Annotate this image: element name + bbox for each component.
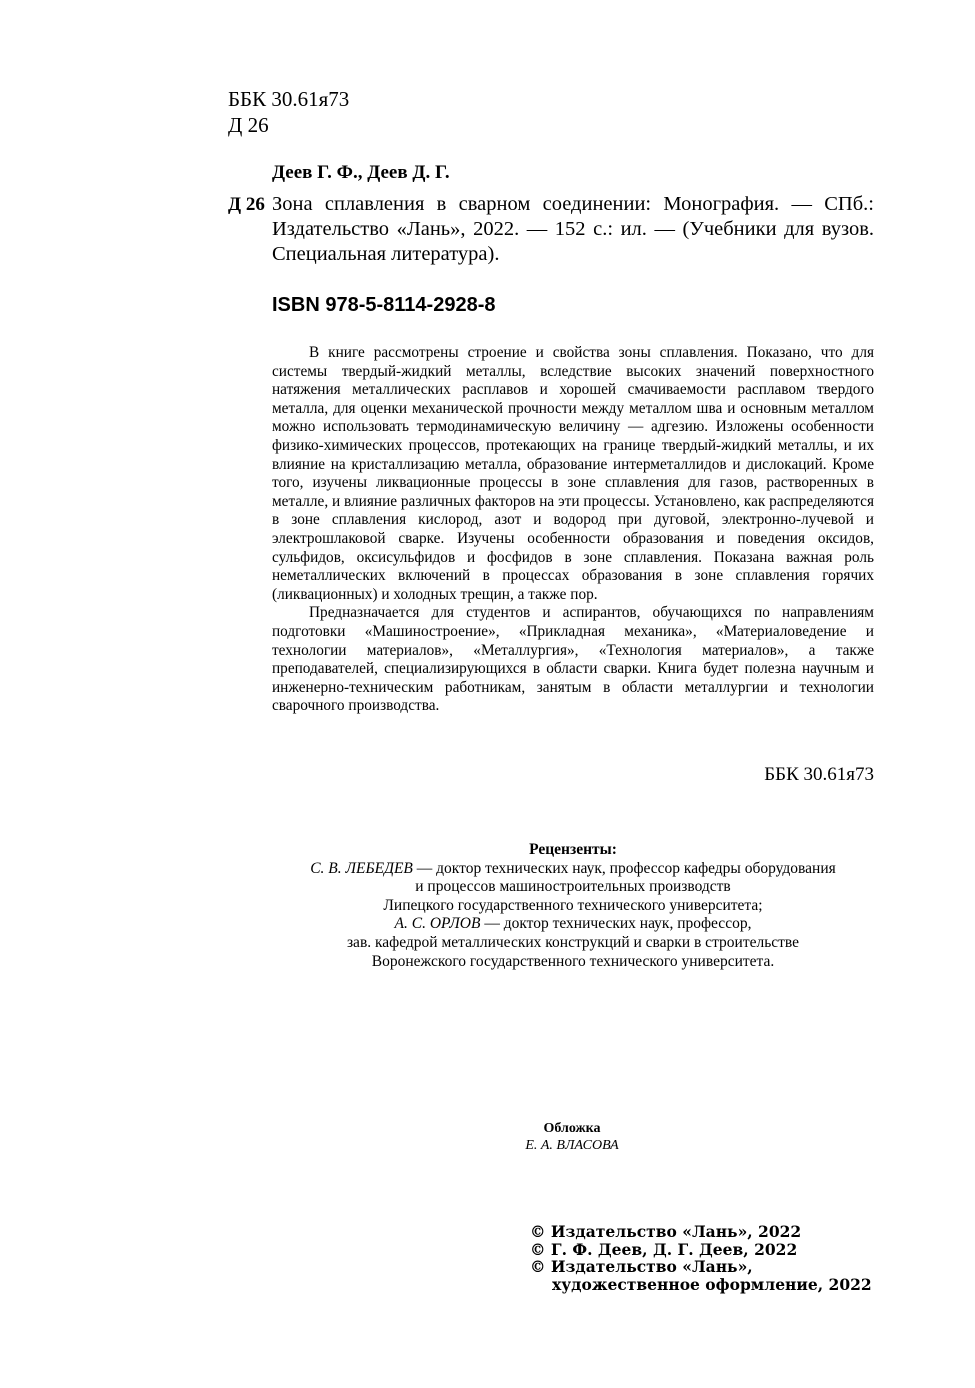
cover-designer: Е. А. ВЛАСОВА [525,1138,619,1153]
authors: Деев Г. Ф., Деев Д. Г. [272,162,450,183]
bbk-index-bottom: ББК 30.61я73 [764,764,874,785]
reviewer-1 [272,860,874,879]
bbk-code: ББК 30.61я73 [228,87,350,111]
isbn: ISBN 978-5-8114-2928-8 [272,294,496,316]
reviewer-2-title: — доктор технических наук, профессор, [480,915,752,933]
abstract-paragraph: Предназначается для студентов и аспирантов, обучающихся по направлениям подготовки «Машиностроение», «Прикладная механика», «Материаловедение и технологии материалов», «Металлургия», «Технология материалов», а также преподавателей, специализирующихся в области сварки. Книга будет полезна научным и инженерно-техническим работникам, занятым в области металлургии и технологии сварочного производства. [272,604,874,715]
copyright-line: художественное оформление, 2022 [552,1274,872,1294]
copyright-line: © Г. Ф. Деев, Д. Г. Деев, 2022 [530,1239,798,1259]
bbk-index-top [228,86,349,138]
copyright-block [530,1223,872,1293]
abstract-paragraph: В книге рассмотрены строение и свойства зоны сплавления. Показано, что для системы твердый-жидкий металлы, вследствие высоких значений поверхностного натяжения металлических расплавов и хорошей смачиваемости расплавом твердого металла, для оценки механической прочности между металлом шва и основным металлом можно использовать термодинамическую величину — адгезию. Изложены особенности физико-химических процессов, протекающих на границе твердый-жидкий металлы, и их влияние на кристаллизацию металла, образование интерметаллидов и дислокаций. Кроме того, изучены ликвационные процессы в зоне сплавления для газов, растворенных в металле, и влияние различных факторов на эти процессы. Установлено, как распределяются в зоне сплавления кислород, азот и водород при дуговой, электронно-лучевой и электрошлаковой сварке. Изучены особенности образования и поведения оксидов, сульфидов, оксисульфидов и фосфидов в зоне сплавления. Показана важная роль неметаллических включений в процессах образования в зоне сплавления горячих (ликвационных) и холодных трещин, а также пор. [272,344,874,603]
reviewers [272,841,874,971]
bibliographic-description: Зона сплавления в сварном соединении: Монография. — СПб.: Издательство «Лань», 2022. — 152 с.: ил. — (Учебники для вузов. Специальная литература). [272,193,874,265]
reviewers-heading: Рецензенты: [529,841,617,858]
copyright-line: © Издательство «Лань», [530,1257,753,1277]
author-mark: Д 26 [228,113,269,137]
reviewer-2 [272,915,874,934]
reviewer-1-name: С. В. ЛЕБЕДЕВ [310,859,413,877]
reviewer-2-line: зав. кафедрой металлических конструкций и сварки в строительстве [346,933,800,951]
cover-heading: Обложка [543,1121,601,1136]
copyright-line: © Издательство «Лань», 2022 [530,1222,802,1241]
reviewer-2-line: Воронежского государственного технического университета. [371,952,775,970]
author-code: Д 26 [228,194,265,215]
reviewer-1-line: Липецкого государственного технического университета; [383,896,763,914]
reviewer-2-name: А. С. ОРЛОВ [394,915,481,933]
reviewer-1-line: и процессов машиностроительных производств [415,878,731,896]
reviewer-1-title: — доктор технических наук, профессор кафедры оборудования [412,859,836,877]
abstract [272,344,874,716]
